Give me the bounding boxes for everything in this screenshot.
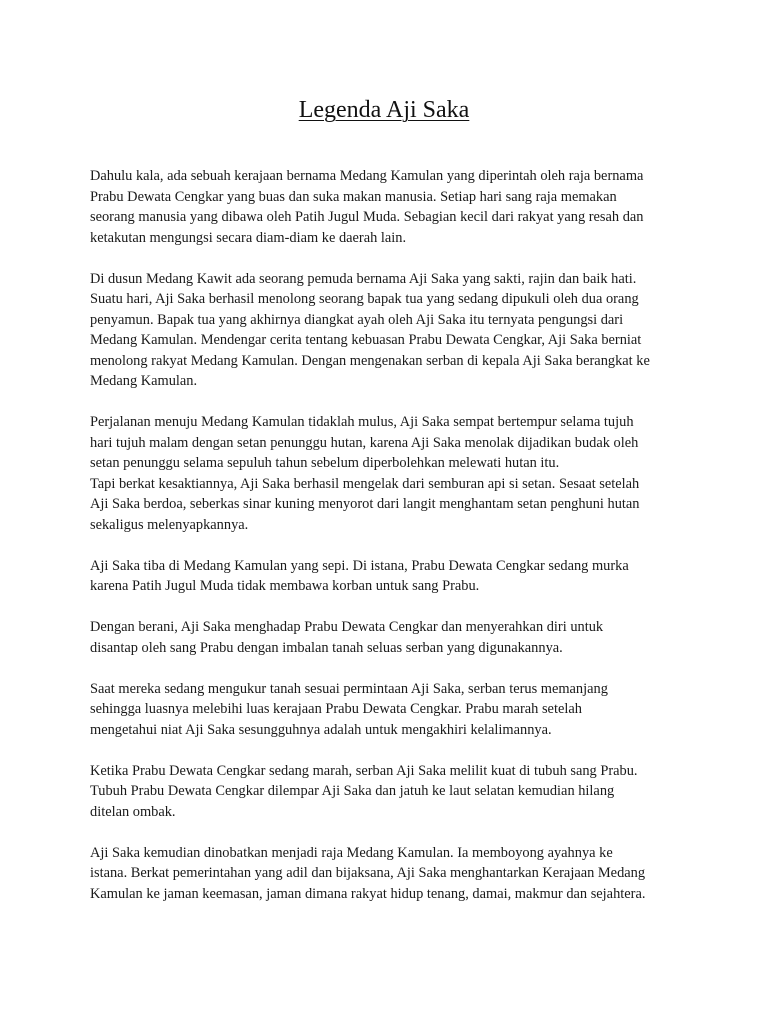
- paragraph-line: sehingga luasnya melebihi luas kerajaan Prabu Dewata Cengkar. Prabu marah setelah: [90, 701, 582, 717]
- paragraph-line: ditelan ombak.: [90, 803, 176, 820]
- paragraph-line: Aji Saka tiba di Medang Kamulan yang sepi. Di istana, Prabu Dewata Cengkar sedang murka: [90, 557, 629, 574]
- paragraph-line: Prabu Dewata Cengkar yang buas dan suka makan manusia. Setiap hari sang raja memakan: [90, 188, 617, 205]
- paragraph-1: [90, 166, 690, 248]
- paragraph-7: [90, 761, 690, 823]
- paragraph-line: karena Patih Jugul Muda tidak membawa korban untuk sang Prabu.: [90, 578, 480, 594]
- paragraph-line: Di dusun Medang Kawit ada seorang pemuda bernama Aji Saka yang sakti, rajin dan baik hati.: [90, 270, 637, 287]
- paragraph-line: seorang manusia yang dibawa oleh Patih Jugul Muda. Sebagian kecil dari rakyat yang resah dan: [90, 209, 644, 225]
- paragraph-line: sekaligus melenyapkannya.: [90, 516, 249, 533]
- paragraph-line: Saat mereka sedang mengukur tanah sesuai permintaan Aji Saka, serban terus memanjang: [90, 680, 608, 697]
- paragraph-line: ketakutan mengungsi secara diam-diam ke daerah lain.: [90, 229, 407, 246]
- paragraph-line: Suatu hari, Aji Saka berhasil menolong seorang bapak tua yang sedang dipukuli oleh dua orang: [90, 291, 639, 307]
- paragraph-4: [90, 556, 690, 597]
- paragraph-line: hari tujuh malam dengan setan penunggu hutan, karena Aji Saka menolak dijadikan budak oleh: [90, 434, 639, 451]
- paragraph-8: [90, 843, 690, 905]
- paragraph-2: [90, 269, 690, 392]
- document-body: [90, 166, 690, 925]
- paragraph-line: setan penunggu selama sepuluh tahun sebelum diperbolehkan melewati hutan itu.: [90, 455, 560, 471]
- paragraph-line: Medang Kamulan. Mendengar cerita tentang kebuasan Prabu Dewata Cengkar, Aji Saka berniat: [90, 332, 642, 348]
- paragraph-line: Aji Saka berdoa, seberkas sinar kuning menyorot dari langit menghantam setan penghuni hutan: [90, 496, 640, 512]
- paragraph-line: Aji Saka kemudian dinobatkan menjadi raja Medang Kamulan. Ia memboyong ayahnya ke: [90, 844, 613, 861]
- paragraph-6: [90, 679, 690, 741]
- document-title: Legenda Aji Saka: [298, 97, 470, 123]
- paragraph-line: Dengan berani, Aji Saka menghadap Prabu Dewata Cengkar dan menyerahkan diri untuk: [90, 619, 604, 635]
- paragraph-line: Perjalanan menuju Medang Kamulan tidaklah mulus, Aji Saka sempat bertempur selama tujuh: [90, 414, 634, 430]
- paragraph-line: mengetahui niat Aji Saka sesungguhnya adalah untuk mengakhiri kelalimannya.: [90, 721, 552, 738]
- paragraph-line: Ketika Prabu Dewata Cengkar sedang marah, serban Aji Saka melilit kuat di tubuh sang Prabu.: [90, 762, 638, 779]
- paragraph-line: Dahulu kala, ada sebuah kerajaan bernama Medang Kamulan yang diperintah oleh raja bernama: [90, 168, 644, 184]
- paragraph-5: [90, 617, 690, 658]
- paragraph-line: penyamun. Bapak tua yang akhirnya diangkat ayah oleh Aji Saka itu ternyata pengungsi dari: [90, 311, 624, 328]
- paragraph-line: Tubuh Prabu Dewata Cengkar dilempar Aji Saka dan jatuh ke laut selatan kemudian hilang: [90, 783, 615, 799]
- paragraph-line: menolong rakyat Medang Kamulan. Dengan mengenakan serban di kepala Aji Saka berangkat ke: [90, 352, 650, 369]
- paragraph-line: Medang Kamulan.: [90, 373, 198, 389]
- paragraph-3: [90, 412, 690, 535]
- paragraph-line: Kamulan ke jaman keemasan, jaman dimana rakyat hidup tenang, damai, makmur dan sejahtera.: [90, 885, 646, 902]
- paragraph-line: Tapi berkat kesaktiannya, Aji Saka berhasil mengelak dari semburan api si setan. Sesaat setelah: [90, 475, 640, 492]
- paragraph-line: istana. Berkat pemerintahan yang adil dan bijaksana, Aji Saka menghantarkan Kerajaan Medang: [90, 865, 646, 881]
- paragraph-line: disantap oleh sang Prabu dengan imbalan tanah seluas serban yang digunakannya.: [90, 639, 563, 656]
